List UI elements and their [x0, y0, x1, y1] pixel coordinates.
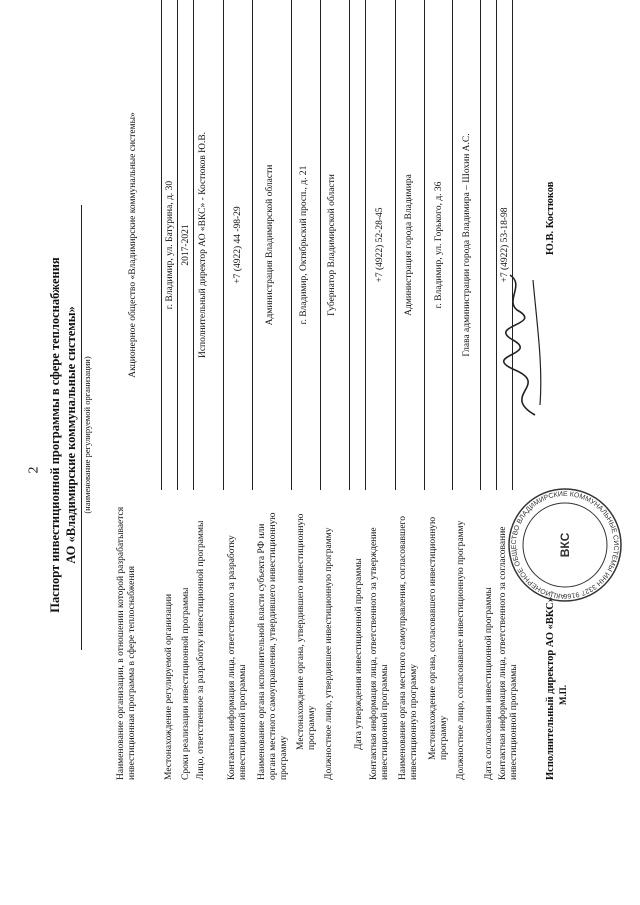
- company-stamp: [505, 485, 625, 605]
- row-value-9: +7 (4922) 52-28-45: [375, 207, 385, 283]
- row-divider: [320, 0, 321, 490]
- stamp-center-text: ВКС: [558, 532, 572, 558]
- row-value-11: г. Владимир, ул. Горького, д. 36: [434, 181, 444, 309]
- row-label-11: Местонахождение органа, согласовавшего инвестиционную программу: [428, 516, 449, 760]
- row-value-2: 2017-2021: [181, 224, 191, 266]
- document-title: Паспорт инвестиционной программы в сфере теплоснабжения: [48, 257, 62, 613]
- title-caption: (наименование регулируемой организации): [82, 356, 92, 514]
- row-value-12: Глава администрации города Владимира – Шохин А.С.: [462, 133, 472, 357]
- handwritten-signature: [495, 265, 555, 425]
- stamp-mp: М.П.: [558, 685, 568, 705]
- row-divider: [161, 0, 162, 490]
- row-label-8: Дата утверждения инвестиционной программы: [354, 558, 364, 750]
- row-label-2: Сроки реализации инвестиционной программы: [181, 587, 191, 780]
- row-label-4: Контактная информация лица, ответственного за разработку инвестиционной программы: [227, 535, 248, 780]
- row-divider: [480, 0, 481, 490]
- row-value-7: Губернатор Владимирской области: [327, 174, 337, 316]
- organization-title: АО «Владимирские коммунальные системы»: [64, 306, 78, 564]
- row-divider: [252, 0, 253, 490]
- row-value-6: г. Владимир, Октябрьский просп., д. 21: [299, 165, 309, 325]
- row-value-5: Администрация Владимирской области: [265, 164, 275, 326]
- row-divider: [349, 0, 350, 490]
- row-label-5: Наименование органа исполнительной власти субъекта РФ или органа местного самоуправления, утвердившего инвестиционную программу: [257, 512, 289, 780]
- row-divider: [365, 0, 366, 490]
- row-divider: [291, 0, 292, 490]
- row-value-1: г. Владимир, ул. Батурина, д. 30: [165, 180, 175, 310]
- row-label-13: Дата согласования инвестиционной программы: [484, 587, 494, 780]
- row-divider: [452, 0, 453, 490]
- row-divider: [223, 0, 224, 490]
- row-value-14: +7 (4922) 53-18-98: [500, 207, 510, 283]
- row-label-3: Лицо, ответственное за разработку инвестиционной программы: [196, 520, 206, 780]
- row-label-10: Наименование органа местного самоуправления, согласовавшего инвестиционную программу: [398, 516, 419, 780]
- page-number: 2: [26, 466, 42, 474]
- row-divider: [424, 0, 425, 490]
- row-label-7: Должностное лицо, утвердившее инвестиционную программу: [324, 527, 334, 780]
- row-label-6: Местонахождение органа, утвердившего инвестиционную программу: [296, 513, 317, 750]
- row-label-9: Контактная информация лица, ответственного за утверждение инвестиционной программы: [369, 527, 390, 780]
- row-value-0: Акционерное общество «Владимирские коммунальные системы»: [128, 112, 138, 378]
- signatory-position: Исполнительный директор АО «ВКС»: [545, 596, 556, 780]
- row-label-12: Должностное лицо, согласовавшее инвестиционную программу: [456, 520, 466, 780]
- stamp-ring-text: АКЦИОНЕРНОЕ ОБЩЕСТВО ВЛАДИМИРСКИЕ КОММУНАЛЬНЫЕ СИСТЕМЫ ИНН 3327 9166: [510, 490, 620, 600]
- row-divider: [193, 0, 194, 490]
- signatory-name: Ю.В. Костюков: [545, 181, 556, 255]
- row-value-3: Исполнительный директор АО «ВКС» - Костюков Ю.В.: [198, 131, 208, 359]
- row-value-10: Администрация города Владимира: [404, 174, 414, 316]
- row-label-0: Наименование организации, в отношении которой разрабатывается инвестиционная программа в сфере теплоснабжения: [116, 506, 137, 780]
- row-value-4: +7 (4922) 44 -98-29: [233, 206, 243, 284]
- row-divider: [177, 0, 178, 490]
- row-label-1: Местонахождение регулируемой организации: [164, 593, 174, 780]
- row-divider: [395, 0, 396, 490]
- row-label-14: Контактная информация лица, ответственного за согласование инвестиционной программы: [498, 526, 519, 780]
